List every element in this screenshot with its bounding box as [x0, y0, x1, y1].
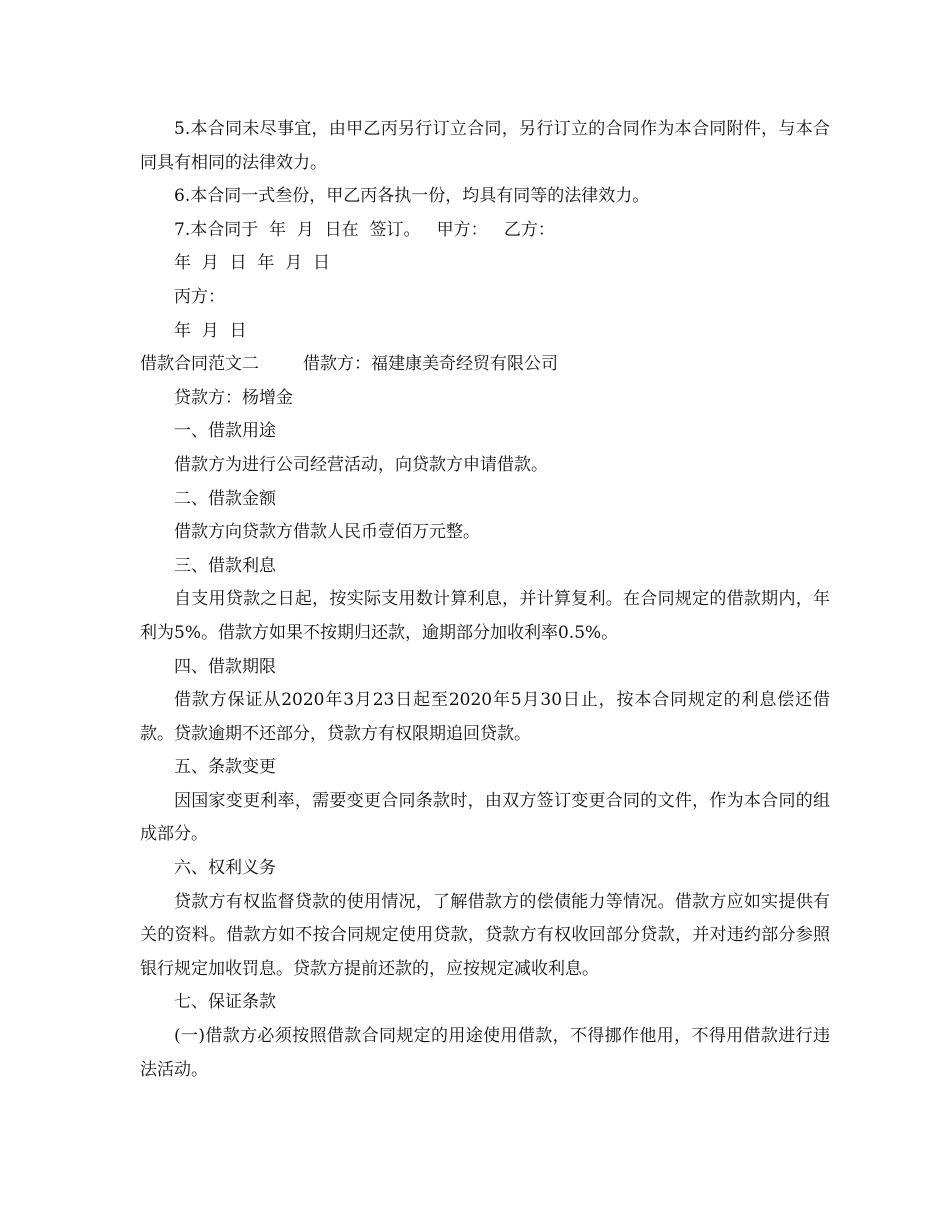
section-heading-guarantee: 七、保证条款: [174, 992, 276, 1013]
borrower-line: 借款方：福建康美奇经贸有限公司: [303, 354, 558, 375]
party-c-label: 丙方：: [174, 286, 225, 307]
section-heading-changes: 五、条款变更: [174, 757, 276, 778]
rights-text: 贷款方有权监督贷款的使用情况，了解借款方的偿债能力等情况。借款方应如实提供有关的资料。借款方如不按合同规定使用贷款，贷款方有权收回部分贷款，并对违约部分参照银行规定加收罚息。贷款方提前还款的，应按规定减收利息。: [140, 891, 830, 979]
clause-5: 5.本合同未尽事宜，由甲乙丙另行订立合同，另行订立的合同作为本合同附件，与本合同具有相同的法律效力。: [140, 119, 830, 173]
term-text: 借款方保证从2020年3月23日起至2020年5月30日止，按本合同规定的利息偿还借款。贷款逾期不还部分，贷款方有权限期追回贷款。: [140, 690, 830, 744]
section-heading-amount: 二、借款金额: [174, 488, 276, 509]
clause-7-signing: 7.本合同于 年 月 日在 签订。 甲方： 乙方：: [174, 219, 555, 240]
section-heading-term: 四、借款期限: [174, 656, 276, 677]
second-contract-header: [140, 348, 830, 382]
signature-dates: 年 月 日 年 月 日: [174, 253, 331, 274]
section-heading-rights: 六、权利义务: [174, 858, 276, 879]
amount-text: 借款方向贷款方借款人民币壹佰万元整。: [174, 522, 480, 543]
purpose-text: 借款方为进行公司经营活动，向贷款方申请借款。: [174, 454, 548, 475]
guarantee-clause-1: (一)借款方必须按照借款合同规定的用途使用借款，不得挪作他用，不得用借款进行违法活动。: [140, 1026, 830, 1080]
document-body: [140, 113, 830, 1087]
party-c-date: 年 月 日: [174, 320, 247, 341]
section-heading-purpose: 一、借款用途: [174, 421, 276, 442]
clause-6: 6.本合同一式叁份，甲乙丙各执一份，均具有同等的法律效力。: [174, 186, 650, 207]
second-contract-title: 借款合同范文二: [140, 354, 259, 375]
section-heading-interest: 三、借款利息: [174, 555, 276, 576]
changes-text: 因国家变更利率，需要变更合同条款时，由双方签订变更合同的文件，作为本合同的组成部分。: [140, 790, 830, 845]
interest-text: 自支用贷款之日起，按实际支用数计算利息，并计算复利。在合同规定的借款期内，年利为5%。借款方如果不按期归还款，逾期部分加收利率0.5%。: [140, 589, 830, 643]
lender-line: 贷款方：杨增金: [174, 387, 293, 408]
